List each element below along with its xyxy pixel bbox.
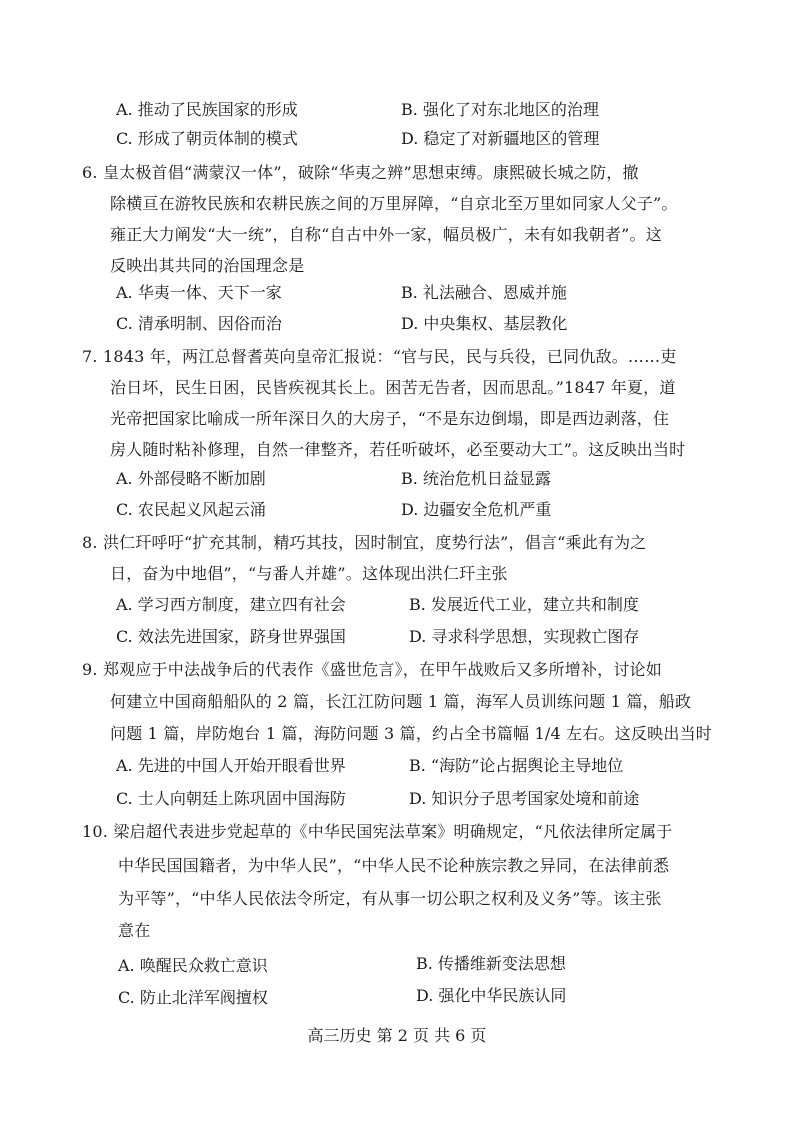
q10-option-a: A. 唤醒民众救亡意识	[118, 956, 268, 975]
q5-option-c: C. 形成了朝贡体制的模式	[116, 129, 298, 148]
q6-stem-line-4: 反映出其共同的治国理念是	[110, 256, 305, 275]
q8-option-a: A. 学习西方制度，建立四有社会	[116, 595, 346, 614]
q10-option-c: C. 防止北洋军阀擅权	[118, 988, 268, 1007]
q9-stem-line-2: 何建立中国商船船队的 2 篇，长江江防问题 1 篇，海军人员训练问题 1 篇，船政	[110, 692, 692, 711]
q6-stem-line-3: 雍正大力阐发“大一统”，自称“自古中外一家，幅员极广，未有如我朝者”。这	[110, 225, 662, 244]
q6-option-c: C. 清承明制、因俗而治	[116, 314, 282, 333]
q9-stem-line-3: 问题 1 篇，岸防炮台 1 篇，海防问题 3 篇，约占全书篇幅 1/4 左右。这反映出当时	[110, 724, 712, 743]
q5-option-b: B. 强化了对东北地区的治理	[401, 100, 599, 119]
q6-stem-line-2: 除横亘在游牧民族和农耕民族之间的万里屏障，“自京北至万里如同家人父子”。	[110, 194, 678, 213]
q10-stem-line-4: 意在	[118, 921, 151, 940]
q7-option-c: C. 农民起义风起云涌	[116, 500, 266, 519]
q8-stem-line-1: 8. 洪仁玕呼吁“扩充其制，精巧其技，因时制宜，度势行法”，倡言“乘此有为之	[82, 533, 647, 552]
q8-stem-line-2: 日，奋为中地倡”，“与番人并雄”。这体现出洪仁玕主张	[110, 564, 508, 583]
q10-option-d: D. 强化中华民族认同	[416, 986, 567, 1005]
q7-option-a: A. 外部侵略不断加剧	[116, 469, 266, 488]
q6-option-b: B. 礼法融合、恩威并施	[401, 283, 567, 302]
q10-stem-line-1: 10. 梁启超代表进步党起草的《中华民国宪法草案》明确规定，“凡依法律所定属于	[82, 822, 673, 841]
q6-option-a: A. 华夷一体、天下一家	[116, 283, 282, 302]
q9-stem-line-1: 9. 郑观应于中法战争后的代表作《盛世危言》，在甲午战败后又多所增补，讨论如	[82, 660, 662, 679]
q7-stem-line-1: 7. 1843 年，两江总督耆英向皇帝汇报说：“官与民，民与兵役，已同仇敌。……吏	[82, 347, 677, 366]
q8-option-d: D. 寻求科学思想，实现救亡图存	[409, 627, 640, 646]
q7-stem-line-3: 光帝把国家比喻成一所年深日久的大房子，“不是东边倒塌，即是西边剥落，住	[110, 409, 670, 428]
page-footer: 高三历史 第 2 页 共 6 页	[307, 1026, 487, 1045]
q10-option-b: B. 传播维新变法思想	[416, 954, 566, 973]
q8-option-b: B. 发展近代工业，建立共和制度	[409, 595, 639, 614]
q7-option-d: D. 边疆安全危机严重	[401, 500, 552, 519]
q9-option-d: D. 知识分子思考国家处境和前途	[409, 789, 640, 808]
q9-option-b: B. “海防”论占据舆论主导地位	[409, 756, 624, 775]
q7-stem-line-2: 治日坏，民生日困，民皆疾视其长上。困苦无告者，因而思乱。”1847 年夏，道	[110, 378, 676, 397]
q9-option-c: C. 士人向朝廷上陈巩固中国海防	[116, 789, 346, 808]
q7-stem-line-4: 房人随时粘补修理，自然一律整齐，若任听破坏，必至要动大工”。这反映出当时	[110, 440, 686, 459]
q8-option-c: C. 效法先进国家，跻身世界强国	[116, 627, 346, 646]
q7-option-b: B. 统治危机日益显露	[401, 469, 551, 488]
q6-stem-line-1: 6. 皇太极首倡“满蒙汉一体”，破除“华夷之辨”思想束缚。康熙破长城之防，撤	[82, 163, 639, 182]
q6-option-d: D. 中央集权、基层教化	[401, 314, 568, 333]
q10-stem-line-2: 中华民国国籍者，为中华人民”，“中华人民不论种族宗教之异同，在法律前悉	[118, 856, 670, 875]
q5-option-d: D. 稳定了对新疆地区的管理	[401, 129, 600, 148]
q10-stem-line-3: 为平等”，“中华人民依法令所定，有从事一切公职之权利及义务”等。该主张	[118, 889, 662, 908]
q9-option-a: A. 先进的中国人开始开眼看世界	[116, 756, 346, 775]
q5-option-a: A. 推动了民族国家的形成	[116, 100, 298, 119]
